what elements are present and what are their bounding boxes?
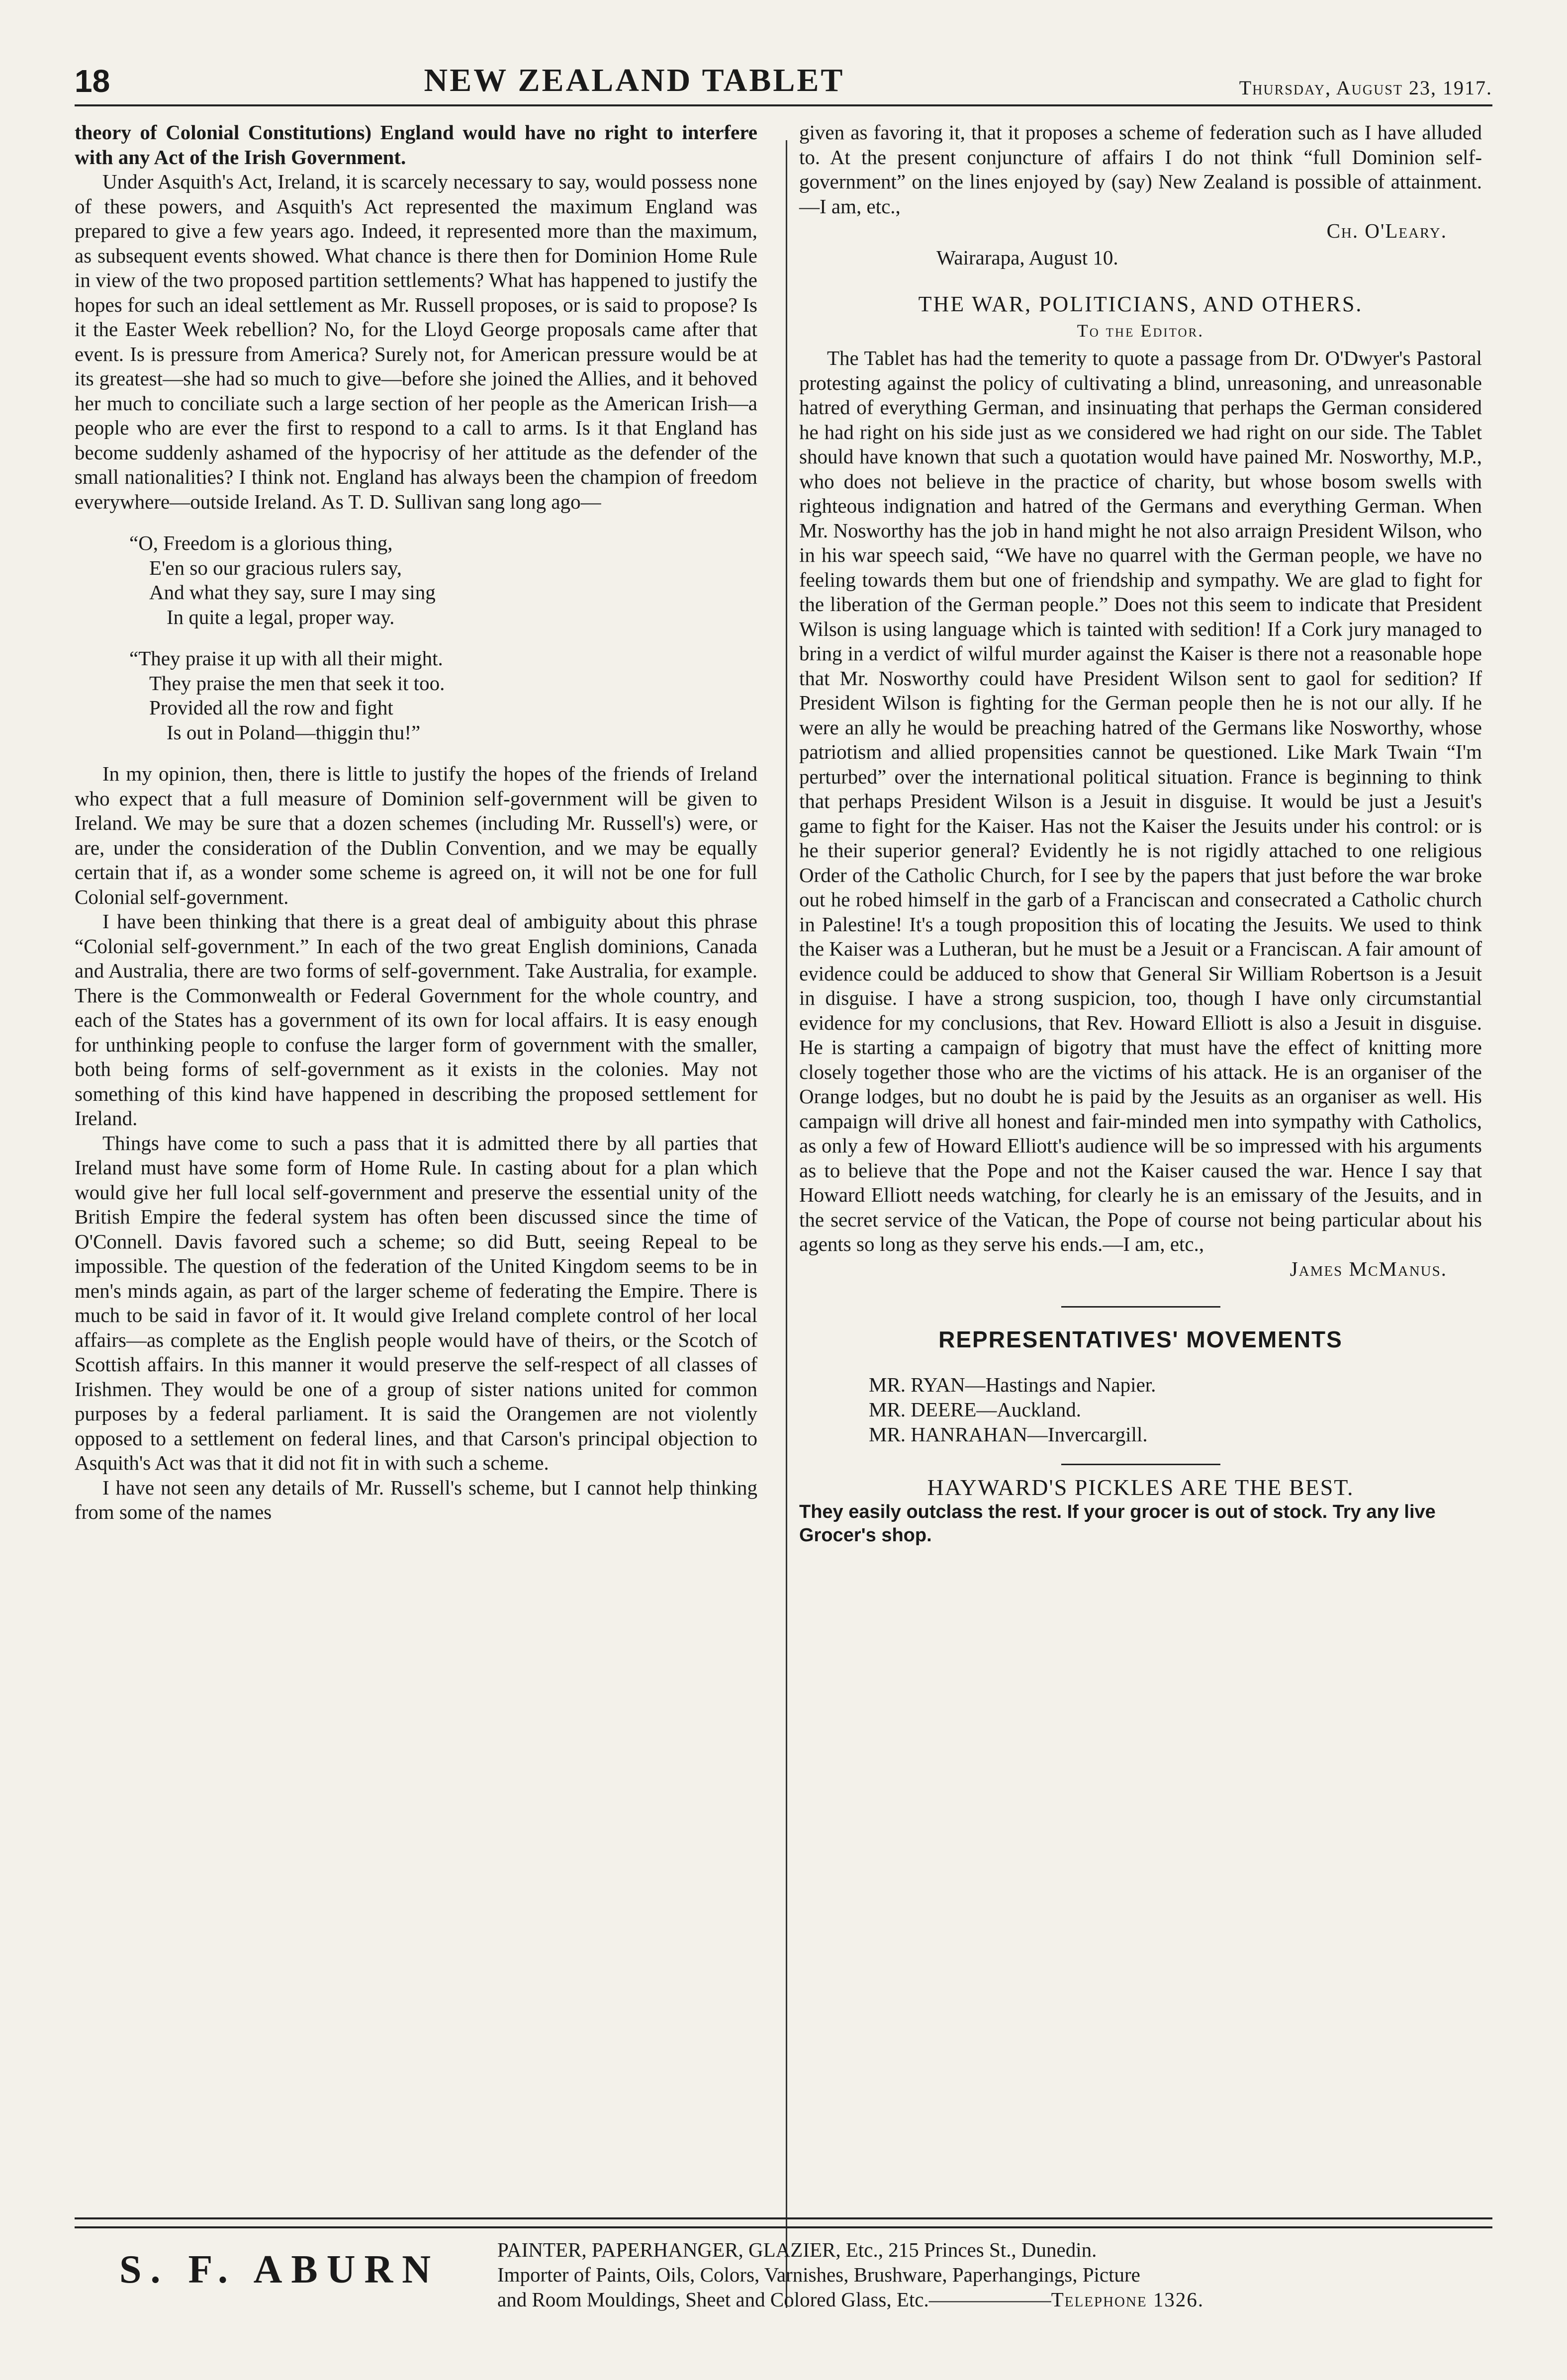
letter-dateline: Wairarapa, August 10. bbox=[936, 246, 1118, 269]
poem bbox=[75, 531, 757, 745]
article-columns bbox=[75, 120, 1492, 2258]
poem-stanza bbox=[75, 646, 757, 745]
paragraph: Things have come to such a pass that it is admitted there by all parties that Ireland must have some form of Home Rule. In casting about for a plan which would give her full local self-government and preserve the essential unity of the British Empire the federal system has often been discussed since the time of O'Connell. Davis favored such a scheme; so did Butt, seeing Repeal to be impossible. The question of the federation of the United Kingdom seems to be in men's minds again, as part of the larger scheme of federating the Empire. There is much to be said in favor of it. It would give Ireland complete control of her local affairs—as complete as the English people would have of theirs, or the Scotch of Scottish affairs. In this manner it would preserve the self-respect of all classes of Irishmen. They would be one of a group of sister nations united for common purposes by a federal parliament. It is said the Orangemen are not violently opposed to a settlement on federal lines, and that Carson's principal objection to Asquith's Act was that it did not fit in with such a scheme. bbox=[75, 1131, 757, 1474]
poem-line: “O, Freedom is a glorious thing, bbox=[129, 531, 393, 554]
paragraph: In my opinion, then, there is little to justify the hopes of the friends of Ireland who expect that a full measure of Dominion self-government will be given to Ireland. We may be sure that a dozen schemes (including Mr. Russell's) were, or are, under the consideration of the Dublin Convention, and we may be equally certain that if, as a wonder some scheme is agreed on, it will not be one for full Colonial self-government. bbox=[75, 762, 757, 908]
advert-line: PAINTER, PAPERHANGER, GLAZIER, Etc., 215 Princes St., Dunedin. bbox=[497, 2238, 1097, 2261]
paragraph: theory of Colonial Constitutions) England would have no right to interfere with any Act of the Irish Government. bbox=[75, 121, 757, 169]
letter-body: The Tablet has had the temerity to quote a passage from Dr. O'Dwyer's Pastoral protesting against the policy of cultivating a blind, unreasoning, and unreasonable hatred of everything German, and insinuating that perhaps the German considered he had right on his side just as we considered we had right on our side. The Tablet should have known that such a quotation would have pained Mr. Nosworthy, M.P., who does not believe in the practice of charity, but whose bosom swells with righteous indignation and hatred of the Germans and everything German. When Mr. Nosworthy has the job in hand might he not also arraign President Wilson, who in his war speech said, “We have no quarrel with the German people, we have no feeling towards them but one of friendship and sympathy. We are glad to fight for the liberation of the German people.” Does not this seem to indicate that President Wilson is using language which is tainted with sedition! If a Cork jury managed to bring in a verdict of wilful murder against the Kaiser is there not a reasonable hope that Mr. Nosworthy could have President Wilson sent to gaol for sedition? If President Wilson is fighting for the German people then he is not our ally. If he were an ally he would be preaching hatred of the Germans like Nosworthy, whose patriotism and allied propensities cannot be questioned. Like Mark Twain “I'm perturbed” over the international political situation. France is beginning to think that perhaps President Wilson is a Jesuit in disguise. It would be just a Jesuit's game to fight for the Kaiser. Has not the Kaiser the Jesuits under his control: or is he their superior general? Evidently he is not rigidly attached to one religious Order of the Catholic Church, for I see by the papers that just before the war broke out he robed himself in the garb of a Franciscan and consecrated a Catholic church in Palestine! It's a tough proposition this of locating the Jesuits. We used to think the Kaiser was a Lutheran, but he must be a Jesuit or a Franciscan. A fair amount of evidence could be adduced to show that General Sir William Robertson is a Jesuit in disguise. I have a strong suspicion, too, though I have only circumstantial evidence for my conclusions, that Rev. Howard Elliott is also a Jesuit in disguise. He is starting a campaign of bigotry that must have the effect of knitting more closely together those who are the victims of his attack. He is an organiser of the Orange lodges, but no doubt he is paid by the Jesuits as an organiser as well. His campaign will drive all honest and fair-minded men into sympathy with Catholics, as only a few of Howard Elliott's audience will be so impressed with his arguments as to believe that the Pope and not the Kaiser caused the war. Hence I say that Howard Elliott needs watching, for clearly he is an emissary of the Jesuits, and in the secret service of the Vatican, the Pope of course not being particular about his agents so long as they serve his ends.—I am, etc., bbox=[799, 347, 1482, 1255]
letter-addressee: To the Editor. bbox=[1077, 320, 1204, 341]
advert-telephone: Telephone 1326. bbox=[1051, 2288, 1204, 2311]
section-rule bbox=[1061, 1464, 1220, 1465]
paper-title: NEW ZEALAND TABLET bbox=[424, 62, 845, 98]
representatives-heading: REPRESENTATIVES' MOVEMENTS bbox=[938, 1326, 1343, 1352]
issue-date: Thursday, August 23, 1917. bbox=[1239, 77, 1492, 99]
letter-heading: THE WAR, POLITICIANS, AND OTHERS. bbox=[918, 292, 1363, 316]
right-column bbox=[778, 120, 1482, 2258]
list-item: MR. DEERE—Auckland. bbox=[869, 1398, 1082, 1421]
letter-signature: Ch. O'Leary. bbox=[1326, 219, 1447, 242]
poem-line: In quite a legal, proper way. bbox=[167, 605, 395, 628]
pickles-heading: HAYWARD'S PICKLES ARE THE BEST. bbox=[927, 1474, 1354, 1500]
representatives-list bbox=[799, 1372, 1482, 1447]
bottom-advert bbox=[75, 2237, 1492, 2312]
advert-rule bbox=[75, 2217, 1492, 2228]
poem-stanza bbox=[75, 531, 757, 629]
advert-brand: S. F. ABURN bbox=[119, 2248, 440, 2292]
page-number: 18 bbox=[75, 63, 110, 99]
poem-line: Provided all the row and fight bbox=[149, 696, 393, 719]
paragraph: I have not seen any details of Mr. Russell's scheme, but I cannot help thinking from some of the names bbox=[75, 1476, 757, 1523]
left-column bbox=[75, 120, 778, 2258]
poem-line: E'en so our gracious rulers say, bbox=[149, 556, 402, 579]
list-item: MR. RYAN—Hastings and Napier. bbox=[869, 1373, 1156, 1396]
poem-line: “They praise it up with all their might. bbox=[129, 647, 443, 670]
column-divider bbox=[786, 140, 787, 2308]
poem-line: Is out in Poland—thiggin thu!” bbox=[167, 720, 421, 744]
letter-body: given as favoring it, that it proposes a scheme of federation such as I have alluded to. At the present conjuncture of affairs I do not think “full Dominion self-government” on the lines enjoyed by (say) New Zealand is possible of attainment.—I am, etc., bbox=[799, 121, 1482, 218]
advert-details bbox=[497, 2237, 1204, 2312]
masthead-rule bbox=[75, 104, 1492, 106]
letter-signature: James McManus. bbox=[1290, 1257, 1447, 1280]
advert-line-text: and Room Mouldings, Sheet and Colored Glass, Etc.—————— bbox=[497, 2288, 1051, 2311]
paragraph: Under Asquith's Act, Ireland, it is scarcely necessary to say, would possess none of these powers, and Asquith's Act represented the maximum England was prepared to give a few years ago. Indeed, it represented more than the maximum, as subsequent events showed. What chance is there then for Dominion Home Rule in view of the two proposed partition settlements? What has happened to justify the hopes for such an ideal settlement as Mr. Russell proposes, or is said to propose? Is it the Easter Week rebellion? No, for the Lloyd George proposals came after that event. Is is pressure from America? Surely not, for American pressure would be at its greatest—she had so much to give—before she joined the Allies, and it behoved her much to conciliate such a large section of her people as the American Irish—a people who are ever the first to respond to a call to arms. Is it that England has become suddenly ashamed of the hypocrisy of her attitude as the defender of the small nationalities? I think not. England has always been the champion of freedom everywhere—outside Ireland. As T. D. Sullivan sang long ago— bbox=[75, 170, 757, 513]
masthead bbox=[75, 55, 1492, 99]
section-rule bbox=[1061, 1306, 1220, 1308]
pickles-text: They easily outclass the rest. If your grocer is out of stock. Try any live Grocer's shop. bbox=[799, 1501, 1436, 1546]
paragraph: I have been thinking that there is a great deal of ambiguity about this phrase “Colonial self-government.” In each of the two great English dominions, Canada and Australia, there are two forms of self-government. Take Australia, for example. There is the Commonwealth or Federal Government for the whole country, and each of the States has a government of its own for local affairs. It is easy enough for unthinking people to confuse the larger form of government with the smaller, both being forms of self-government as it exists in the colonies. May not something of this kind have happened in describing the proposed settlement for Ireland. bbox=[75, 910, 757, 1130]
advert-line: Importer of Paints, Oils, Colors, Varnishes, Brushware, Paperhangings, Picture bbox=[497, 2263, 1140, 2286]
poem-line: They praise the men that seek it too. bbox=[149, 671, 445, 695]
list-item: MR. HANRAHAN—Invercargill. bbox=[869, 1422, 1148, 1446]
advert-line bbox=[497, 2287, 1204, 2312]
poem-line: And what they say, sure I may sing bbox=[149, 581, 436, 604]
